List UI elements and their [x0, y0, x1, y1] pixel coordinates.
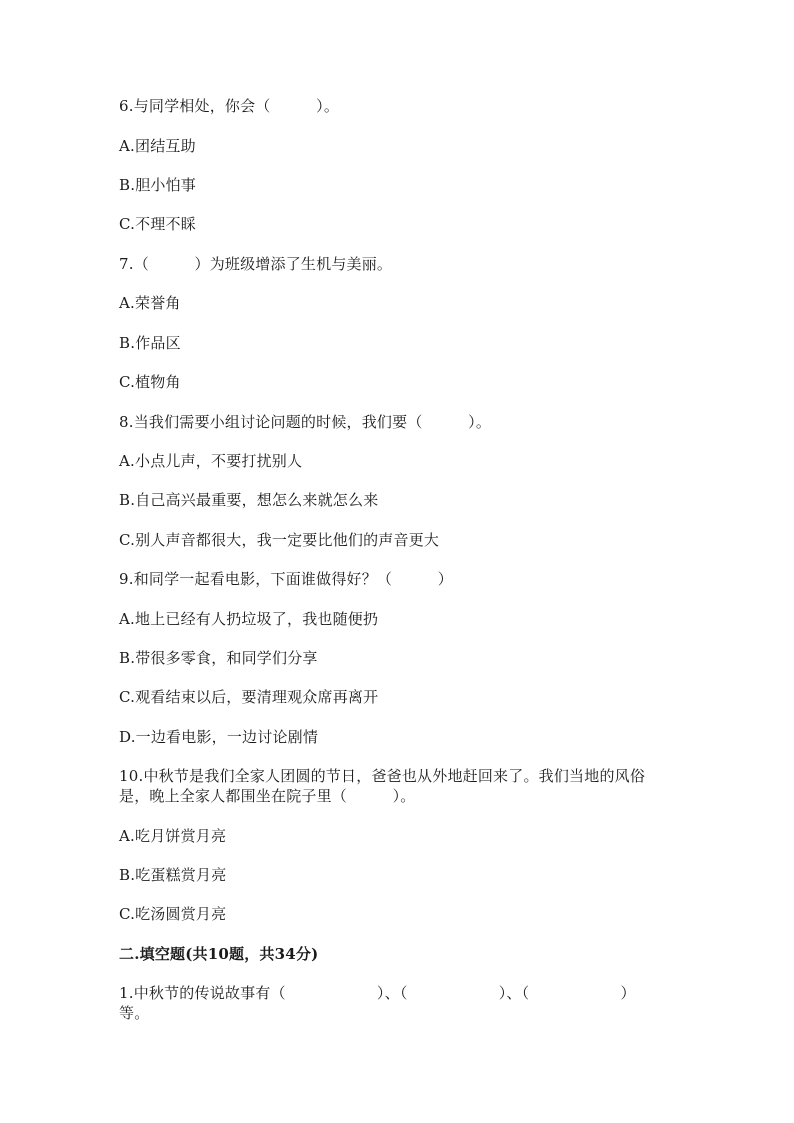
- question-7-option-b: B.作品区: [119, 334, 181, 352]
- question-9-option-c: C.观看结束以后，要清理观众席再离开: [119, 688, 379, 706]
- question-8-option-b: B.自己高兴最重要，想怎么来就怎么来: [119, 491, 379, 509]
- question-10-continued: 是，晚上全家人都围坐在院子里（ ）。: [119, 787, 416, 805]
- question-8-option-c: C.别人声音都很大，我一定要比他们的声音更大: [119, 531, 440, 549]
- question-6-option-a: A.团结互助: [119, 137, 196, 155]
- question-9-option-d: D.一边看电影，一边讨论剧情: [119, 728, 319, 746]
- question-9: 9.和同学一起看电影，下面谁做得好？（ ）: [119, 570, 453, 588]
- question-10-option-b: B.吃蛋糕赏月亮: [119, 866, 227, 884]
- question-7-option-c: C.植物角: [119, 373, 181, 391]
- question-7-option-a: A.荣誉角: [119, 294, 181, 312]
- question-9-option-a: A.地上已经有人扔垃圾了，我也随便扔: [119, 610, 379, 628]
- question-10-option-c: C.吃汤圆赏月亮: [119, 905, 227, 923]
- question-6: 6.与同学相处，你会（ ）。: [119, 97, 340, 115]
- question-8: 8.当我们需要小组讨论问题的时候，我们要（ ）。: [119, 413, 492, 431]
- question-6-option-c: C.不理不睬: [119, 215, 196, 233]
- question-10: 10.中秋节是我们全家人团圆的节日，爸爸也从外地赶回来了。我们当地的风俗: [119, 767, 646, 785]
- question-7: 7.（ ）为班级增添了生机与美丽。: [119, 255, 393, 273]
- fill-question-1: 1.中秋节的传说故事有（ ）、（ ）、（ ）: [119, 984, 636, 1002]
- question-10-option-a: A.吃月饼赏月亮: [119, 827, 227, 845]
- question-6-option-b: B.胆小怕事: [119, 176, 196, 194]
- section-heading-fill-in: 二.填空题(共10题，共34分): [119, 945, 319, 963]
- question-9-option-b: B.带很多零食，和同学们分享: [119, 649, 318, 667]
- question-8-option-a: A.小点儿声，不要打扰别人: [119, 452, 303, 470]
- fill-question-1-continued: 等。: [119, 1004, 150, 1022]
